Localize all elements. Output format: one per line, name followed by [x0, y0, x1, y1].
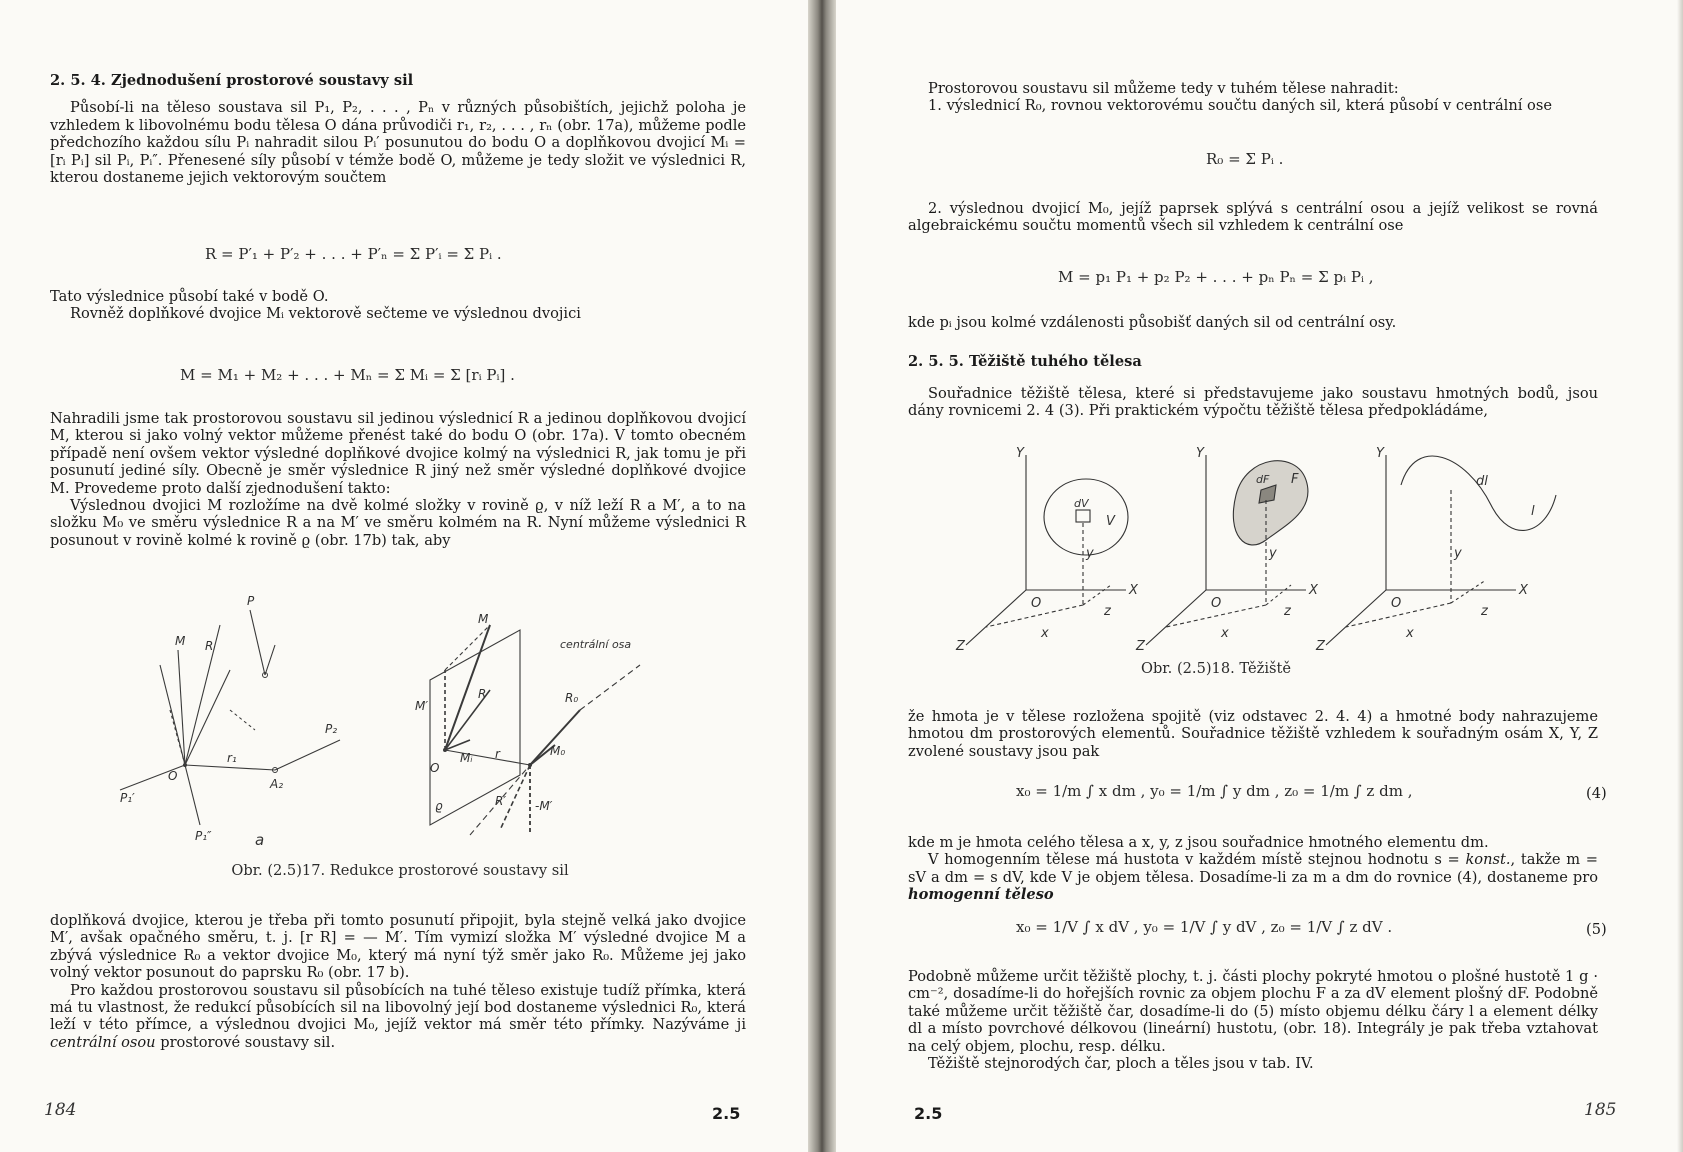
svg-text:Z: Z	[956, 639, 965, 654]
svg-text:l: l	[1531, 504, 1535, 519]
svg-text:X: X	[1309, 583, 1318, 598]
paragraph: V homogenním tělese má hustota v každém místě stejnou hodnotu s = konst., takže m = sV a dm = s dV, kde V je objem tělesa. Dosadíme-li za m a dm do rovnice (4), dostaneme pro homogenní těleso	[908, 851, 1599, 904]
svg-text:X: X	[1129, 583, 1138, 598]
equation-centroid: x₀ = 1/m ∫ x dm , y₀ = 1/m ∫ y dm , z₀ = 1/m ∫ z dm ,	[1016, 782, 1413, 800]
svg-text:x: x	[1406, 626, 1414, 641]
right-text-column-4	[908, 708, 1598, 760]
left-page	[0, 0, 808, 1152]
svg-text:centrální osa: centrální osa	[560, 638, 632, 651]
paragraph: Působí-li na těleso soustava sil P₁, P₂, . . . , Pₙ v různých působištích, jejichž poloha je vzhledem k libovolnému bodu tělesa O dána průvodiči r₁, r₂, . . . , rₙ (obr. 17a), můžeme podle předchozího každou sílu Pᵢ nahradit silou Pᵢ′ posunutou do bodu O a doplňkovou dvojicí Mᵢ = [rᵢ Pᵢ] sil Pᵢ, Pᵢ″. Přenesené síly působí v témže bodě O, můžeme je tedy složit ve výslednici R, kterou dostaneme jejich vektorovým součtem	[50, 99, 746, 187]
svg-text:O: O	[1211, 596, 1222, 611]
paragraph: Rovněž doplňkové dvojice Mᵢ vektorově sečteme ve výslednou dvojici	[70, 305, 581, 323]
svg-text:ϱ: ϱ	[435, 799, 443, 813]
svg-text:O: O	[430, 761, 440, 775]
right-text-column-2	[908, 200, 1598, 235]
svg-text:M′: M′	[415, 699, 429, 713]
paragraph: kde m je hmota celého tělesa a x, y, z jsou souřadnice hmotného elementu dm.	[908, 834, 1489, 851]
paragraph: Podobně můžeme určit těžiště plochy, t. j. části plochy pokryté hmotou o plošné hustotě 1 g · cm⁻², dosadíme-li do hořejších rovnic za objem plochu F a za dV element plošný dF. Podobně také můžeme určit těžiště čar, dosadíme-li do (5) místo objemu délku čáry l a element délky dl a místo povrchové délkovou (lineární) hustotu, (obr. 18). Integrály je pak třeba vztahovat na celý objem, plochu, resp. délku.	[908, 968, 1598, 1055]
paragraph: Pro každou prostorovou soustavu sil působících na tuhé těleso existuje tudíž přímka, která má tu vlastnost, že redukcí působících sil na libovolný její bod dostaneme výslednici R₀, která leží v této přímce, a výslednou dvojici M₀, jejíž vektor má směr této přímky. Nazýváme ji centrální osou prostorové soustavy sil.	[50, 981, 746, 1051]
right-page	[836, 0, 1683, 1152]
svg-text:y: y	[1086, 546, 1094, 561]
book-gutter	[808, 0, 836, 1152]
page-edge	[1677, 0, 1683, 1152]
section-title: 2. 5. 5. Těžiště tuhého tělesa	[908, 353, 1142, 371]
svg-text:dF: dF	[1256, 473, 1270, 486]
right-text-column-5	[908, 834, 1598, 904]
svg-text:Rᵢ: Rᵢ	[205, 639, 216, 653]
svg-text:Z: Z	[1136, 639, 1145, 654]
page-number: 185	[1584, 1100, 1617, 1120]
svg-text:M: M	[478, 612, 489, 626]
list-item: 2. výslednou dvojicí M₀, jejíž paprsek splývá s centrální osou a jejíž velikost se rovná algebraickému součtu momentů všech sil vzhledem k centrální ose	[908, 200, 1598, 235]
right-text-column-6	[908, 968, 1598, 1072]
svg-text:O: O	[1031, 596, 1042, 611]
left-text-column-4	[50, 912, 746, 1051]
equation-resultant: R₀ = Σ Pᵢ .	[1206, 150, 1284, 168]
svg-text:r₁: r₁	[227, 751, 237, 765]
svg-text:dV: dV	[1074, 497, 1089, 510]
paragraph: Nahradili jsme tak prostorovou soustavu sil jedinou výslednicí R a jedinou doplňkovou dvojicí M, kterou si jako volný vektor můžeme přenést také do bodu O (obr. 17a). V tomto obecném případě není ovšem vektor výsledné doplňkové dvojice kolmý na výslednici R, jak tomu je při posunutí jediné síly. Obecně je směr výslednice R jiný než směr výsledné doplňkové dvojice M. Provedeme proto další zjednodušení takto:	[50, 410, 746, 497]
paragraph: že hmota je v tělese rozložena spojitě (viz odstavec 2. 4. 4) a hmotné body nahrazujeme hmotou dm prostorových elementů. Souřadnice těžiště vzhledem k souřadným osám X, Y, Z zvolené soustavy jsou pak	[908, 708, 1598, 760]
left-text-column-3	[50, 410, 746, 549]
figure-18-caption: Obr. (2.5)18. Těžiště	[1141, 660, 1291, 677]
svg-text:r: r	[495, 747, 500, 761]
svg-text:F: F	[1291, 472, 1299, 487]
left-text-column-2	[50, 288, 746, 323]
svg-text:V: V	[1106, 514, 1115, 529]
equation-resultant: R = P′₁ + P′₂ + . . . + P′ₙ = Σ P′ᵢ = Σ Pᵢ .	[205, 245, 502, 263]
paragraph: Tato výslednice působí také v bodě O.	[50, 288, 329, 305]
svg-text:Y: Y	[1016, 446, 1024, 461]
figure-18	[946, 445, 1626, 655]
svg-text:x: x	[1041, 626, 1049, 641]
svg-text:Y: Y	[1376, 446, 1384, 461]
right-text-column-3	[908, 314, 1598, 420]
section-marker: 2.5	[712, 1104, 741, 1123]
svg-text:dl: dl	[1476, 474, 1488, 489]
equation-moment: M = M₁ + M₂ + . . . + Mₙ = Σ Mᵢ = Σ [rᵢ Pᵢ] .	[180, 366, 515, 384]
svg-text:z: z	[1104, 604, 1111, 619]
equation-number: (5)	[1586, 921, 1607, 938]
paragraph: Těžiště stejnorodých čar, ploch a těles jsou v tab. IV.	[928, 1055, 1314, 1073]
svg-text:-M′: -M′	[535, 799, 553, 813]
figure-17	[110, 590, 710, 850]
svg-text:A₂: A₂	[270, 777, 284, 791]
section-title: 2. 5. 4. Zjednodušení prostorové soustavy sil	[50, 72, 414, 89]
paragraph: kde pᵢ jsou kolmé vzdálenosti působišť daných sil od centrální osy.	[908, 314, 1397, 331]
list-item: 1. výslednicí R₀, rovnou vektorovému součtu daných sil, která působí v centrální ose	[928, 97, 1552, 115]
svg-text:a: a	[255, 831, 265, 849]
svg-text:y: y	[1454, 546, 1462, 561]
equation-number: (4)	[1586, 785, 1607, 802]
svg-text:X: X	[1519, 583, 1528, 598]
svg-text:R′: R′	[495, 794, 507, 808]
right-text-column	[908, 80, 1598, 115]
paragraph: Prostorovou soustavu sil můžeme tedy v tuhém tělese nahradit:	[928, 80, 1399, 97]
svg-text:M₀: M₀	[550, 744, 566, 758]
svg-text:P₁″: P₁″	[195, 829, 212, 843]
section-marker: 2.5	[914, 1104, 943, 1123]
svg-text:R₀: R₀	[565, 691, 579, 705]
svg-text:O: O	[168, 769, 178, 783]
svg-text:z: z	[1481, 604, 1488, 619]
figure-17-caption: Obr. (2.5)17. Redukce prostorové soustavy sil	[231, 862, 569, 879]
svg-text:O: O	[1391, 596, 1402, 611]
svg-text:M: M	[175, 634, 186, 648]
svg-text:Mᵢ: Mᵢ	[460, 751, 473, 765]
svg-text:y: y	[1269, 546, 1277, 561]
svg-text:z: z	[1284, 604, 1291, 619]
svg-text:x: x	[1221, 626, 1229, 641]
left-text-column	[50, 72, 746, 186]
equation-moment: M = p₁ P₁ + p₂ P₂ + . . . + pₙ Pₙ = Σ pᵢ Pᵢ ,	[1058, 268, 1374, 286]
paragraph: doplňková dvojice, kterou je třeba při tomto posunutí připojit, byla stejně velká jako dvojice M′, avšak opačného směru, t. j. [r R] = — M′. Tím vymizí složka M′ výsledné dvojice M a zbývá výslednice R₀ a vektor dvojice M₀, který má nyní týž směr jako R₀. Můžeme jej jako volný vektor posunout do paprsku R₀ (obr. 17 b).	[50, 912, 746, 982]
svg-text:P₂: P₂	[325, 722, 338, 736]
paragraph: Výslednou dvojici M rozložíme na dvě kolmé složky v rovině ϱ, v níž leží R a M′, a to na složku M₀ ve směru výslednice R a na M′ ve směru kolmém na R. Nyní můžeme výslednici R posunout v rovině kolmé k rovině ϱ (obr. 17b) tak, aby	[50, 497, 746, 549]
svg-text:P: P	[247, 594, 255, 608]
page-number: 184	[44, 1100, 77, 1120]
equation-homogeneous: x₀ = 1/V ∫ x dV , y₀ = 1/V ∫ y dV , z₀ = 1/V ∫ z dV .	[1016, 918, 1393, 936]
paragraph: Souřadnice těžiště tělesa, které si představujeme jako soustavu hmotných bodů, jsou dány rovnicemi 2. 4 (3). Při praktickém výpočtu těžiště tělesa předpokládáme,	[908, 384, 1598, 420]
svg-text:Z: Z	[1316, 639, 1325, 654]
svg-text:R: R	[478, 687, 487, 701]
svg-text:P₁′: P₁′	[120, 791, 135, 805]
svg-text:Y: Y	[1196, 446, 1204, 461]
